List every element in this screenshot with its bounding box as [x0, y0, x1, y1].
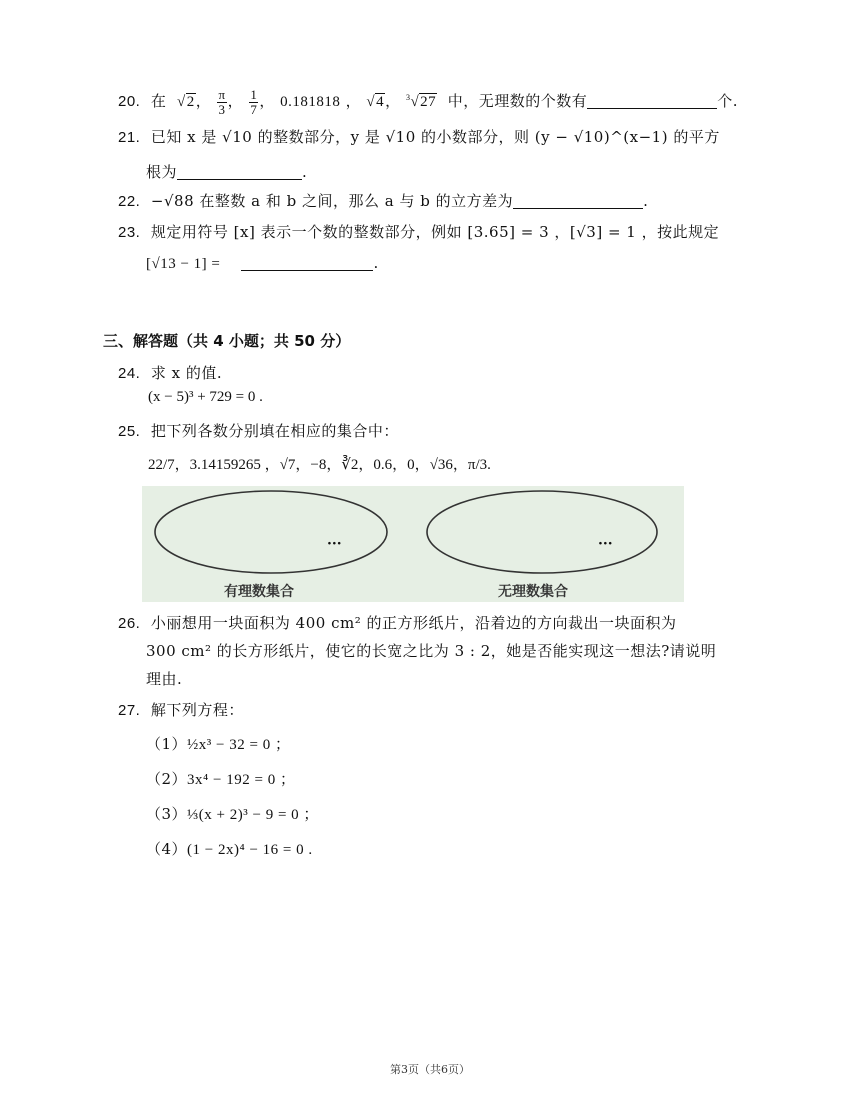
q24-equation: (x − 5)³ + 729 = 0 .	[148, 389, 263, 405]
q22-text: −√88 在整数 a 和 b 之间，那么 a 与 b 的立方差为	[150, 192, 514, 210]
q27-item-4	[146, 838, 313, 859]
question-23	[118, 221, 719, 242]
q21-line2: 根为	[146, 163, 178, 181]
question-23-line2	[146, 254, 379, 273]
question-number: 25.	[118, 423, 141, 440]
q23-tail: .	[373, 254, 379, 272]
question-26	[118, 612, 676, 633]
item-equation: ½x³ − 32 = 0 ；	[187, 737, 291, 753]
irrational-ellipsis: ···	[598, 536, 613, 552]
q27-item-1	[146, 733, 290, 754]
question-24	[118, 362, 222, 383]
q27-item-3	[146, 803, 319, 824]
q25-prompt: 把下列各数分别填在相应的集合中：	[150, 422, 399, 440]
item-equation: 3x⁴ − 192 = 0 ；	[187, 772, 296, 788]
q26-line2: 300 cm² 的长方形纸片，使它的长宽之比为 3 : 2，她是否能实现这一想法?请说明	[146, 642, 717, 660]
q21-tail: .	[302, 163, 308, 181]
question-22	[118, 190, 648, 211]
question-number: 23.	[118, 224, 141, 241]
q22-tail: .	[643, 192, 649, 210]
q26-line3: 理由.	[146, 670, 183, 688]
value-0-181818: 0.181818	[280, 94, 341, 111]
question-21	[118, 126, 720, 147]
question-25	[118, 420, 399, 441]
answer-blank[interactable]	[513, 192, 643, 209]
question-number: 22.	[118, 193, 141, 210]
q23-line2: [√13 − 1] =	[146, 256, 221, 272]
item-label: （2）	[146, 770, 188, 788]
sqrt-4: √4	[366, 94, 385, 111]
question-number: 21.	[118, 129, 141, 146]
q23-line1: 规定用符号 [x] 表示一个数的整数部分，例如 [3.65] = 3 ，[√3] = 1 ，按此规定	[150, 223, 720, 241]
page-footer: 第3页（共6页）	[390, 1063, 470, 1076]
question-20: 20. 在 √2， $\frac{\pi}{3}$ ， $\frac{1}{7}$ ， 0.181818 ， √4， $^3$√27 中，无理数的个数有 个.	[118, 87, 739, 117]
question-21-line2	[146, 161, 307, 182]
fraction-1-7: $\frac{1}{7}$	[250, 87, 258, 117]
item-equation: (1 − 2x)⁴ − 16 = 0 .	[187, 842, 313, 858]
section-title: 三、解答题（共 4 小题；共 50 分）	[103, 332, 351, 350]
question-number: 27.	[118, 702, 141, 719]
item-label: （4）	[146, 840, 188, 858]
irrational-set-label: 无理数集合	[498, 584, 568, 600]
item-equation: ⅓(x + 2)³ − 9 = 0 ；	[187, 807, 319, 823]
item-label: （3）	[146, 805, 188, 823]
item-label: （1）	[146, 735, 188, 753]
q21-line1: 已知 x 是 √10 的整数部分，y 是 √10 的小数部分，则 (y − √10)^(x−1) 的平方	[150, 128, 720, 146]
sqrt-2: √2	[176, 94, 195, 111]
q27-item-2	[146, 768, 295, 789]
answer-blank[interactable]	[587, 92, 717, 109]
answer-blank[interactable]	[241, 254, 373, 271]
question-27	[118, 699, 244, 720]
q25-numbers: 22/7，3.14159265 ，√7，−8，∛2，0.6，0，√36，π/3.	[148, 457, 491, 473]
q26-line1: 小丽想用一块面积为 400 cm² 的正方形纸片，沿着边的方向裁出一块面积为	[150, 614, 677, 632]
rational-set-label: 有理数集合	[224, 584, 294, 600]
sets-figure	[142, 486, 684, 602]
q24-prompt: 求 x 的值.	[150, 364, 223, 382]
question-number: 24.	[118, 365, 141, 382]
rational-ellipsis: ···	[327, 536, 342, 552]
question-number: 20.	[118, 93, 141, 111]
cbrt-27: $^3$√27	[405, 93, 437, 111]
q20-lead: 在	[150, 92, 167, 111]
answer-blank[interactable]	[177, 163, 302, 180]
q20-tail: 个.	[717, 92, 739, 111]
fraction-pi-3: $\frac{\pi}{3}$	[218, 87, 226, 117]
irrational-set-ellipse	[427, 491, 657, 573]
question-number: 26.	[118, 615, 141, 632]
rational-set-ellipse	[155, 491, 387, 573]
q27-prompt: 解下列方程：	[150, 701, 244, 719]
q20-mid: 中，无理数的个数有	[447, 92, 588, 111]
